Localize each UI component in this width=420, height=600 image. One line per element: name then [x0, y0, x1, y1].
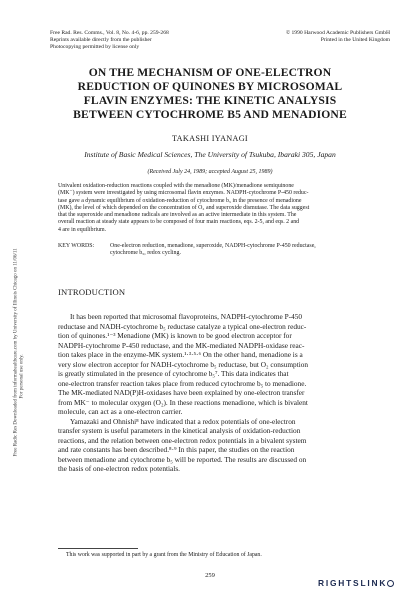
rightslink-icon: [387, 580, 394, 587]
body-line: NADPH-cytochrome P-450 reductase, and the MK-mediated NADPH-oxidase reac-: [58, 340, 305, 350]
body-line: transfer system is useful parameters in the kinetical analysis of oxidation-reduction: [58, 426, 301, 435]
keywords-line: cytochrome b₅, redox cycling.: [110, 250, 181, 257]
body-line: molecule, can act as a one-electron carrier.: [58, 407, 183, 416]
body-line: reactions, and the relation between one-electron redox potentials in a bivalent system: [58, 435, 307, 445]
keywords-label: KEY WORDS:: [58, 243, 95, 249]
citation-line: Free Rad. Res. Comms., Vol. 8, No. 4-6, pp. 259-268: [50, 30, 169, 36]
body-line: between menadione and cytochrome b₅ will be reported. The results are discussed on: [58, 454, 307, 464]
citation-line: Reprints available directly from the publisher: [50, 37, 152, 44]
body-line: Yamazaki and Ohnishi⁸ have indicated that a redox potentials of one-electron: [70, 416, 296, 426]
abstract: [58, 183, 370, 234]
copyright-line: Printed in the United Kingdom: [320, 37, 390, 44]
abstract-line: overall reaction at steady state appears to be composed of four main reactions, eqs. 2-5, and eqs. 2 and: [58, 219, 300, 226]
footnote: This work was supported in part by a grant from the Ministry of Education of Japan.: [66, 552, 262, 558]
abstract-line: that the superoxide and menadione radicals are involved as an active intermediate in this system. The: [58, 212, 297, 219]
body-line: the basis of one-electron redox potentials.: [58, 464, 180, 473]
body-line: reductase and NADH-cytochrome b₅ reductase catalyze a typical one-electron reduc-: [58, 321, 307, 331]
footnote-divider: [58, 548, 138, 549]
body-line: one-electron transfer reaction takes place from reduced cytochrome b₅ to menadione.: [58, 378, 307, 388]
title-line: BETWEEN CYTOCHROME B5 AND MENADIONE: [73, 108, 347, 121]
title-line: FLAVIN ENZYMES: THE KINETIC ANALYSIS: [83, 94, 337, 107]
affiliation: Institute of Basic Medical Sciences, The University of Tsukuba, Ibaraki 305, Japan: [84, 150, 336, 159]
body-line: It has been reported that microsomal flavoproteins, NADPH-cytochrome P-450: [70, 312, 303, 321]
section-heading-introduction: INTRODUCTION: [58, 287, 126, 297]
author-name: TAKASHI IYANAGI: [172, 134, 248, 143]
introduction-body: [58, 312, 370, 474]
body-line: and rate constants has been described.⁸·⁹ In this paper, the studies on the reaction: [58, 445, 295, 454]
body-line: The MK-mediated NAD(P)H-oxidases have been explained by one-electron transfer: [58, 388, 305, 397]
copyright-notice: [260, 30, 390, 44]
rightslink-logo[interactable]: [318, 578, 395, 588]
paper-title: [40, 66, 380, 122]
rightslink-text: RIGHTSLINK: [318, 578, 388, 588]
body-line: is greatly stimulated in the presence of cytochrome b₅⁷. This data indicates that: [58, 369, 289, 378]
title-line: REDUCTION OF QUINONES BY MICROSOMAL: [77, 80, 343, 93]
keywords-line: One-electron reduction, menadione, superoxide, NADPH-cytochrome P-450 reductase,: [110, 243, 316, 249]
body-line: tion of quinones.¹⁻³ Menadione (MK) is known to be good electron acceptor for: [58, 331, 292, 340]
watermark-line: Free Radic Res Downloaded from informahealthcare.com by University of Illinois Chicago on 11/06/11: [13, 248, 19, 457]
title-line: ON THE MECHANISM OF ONE-ELECTRON: [88, 66, 332, 79]
page-number: 259: [205, 572, 215, 579]
copyright-line: © 1990 Harwood Academic Publishers GmbH: [285, 30, 390, 36]
received-dates: (Received July 24, 1989; accepted August 25, 1989): [147, 169, 273, 175]
body-line: very slow electron acceptor for NADH-cytochrome b₅ reductase, but O₂ consumption: [58, 359, 309, 369]
journal-citation: [50, 30, 240, 52]
abstract-line: (MK), the level of which depended on the concentration of O₂ and superoxide dismutase. The data suggest: [58, 204, 310, 211]
abstract-line: tase gave a dynamic equilibrium of oxidation-reduction of cytochrome b₅ in the presence of menadione: [58, 197, 302, 204]
keywords-list: [110, 243, 380, 258]
abstract-line: 4 are in equilibrium.: [58, 226, 107, 233]
citation-line: Photocopying permitted by license only: [50, 44, 140, 51]
body-line: from MK⁻ to molecular oxygen (O₂). In these reactions menadione, which is bivalent: [58, 397, 308, 407]
watermark-line: For personal use only.: [20, 354, 25, 399]
download-watermark: [13, 248, 27, 457]
abstract-line: Univalent oxidation-reduction reactions coupled with the menadione (MK)/menadione semiquinone: [58, 183, 294, 189]
abstract-line: (MK⁻) system were investigated by using microsomal flavin enzymes. NADPH-cytochrome P-450 reduc-: [58, 190, 309, 197]
body-line: tion takes place in the enzyme-MK system.¹·³·⁵·⁶ On the other hand, menadione is a: [58, 350, 303, 359]
